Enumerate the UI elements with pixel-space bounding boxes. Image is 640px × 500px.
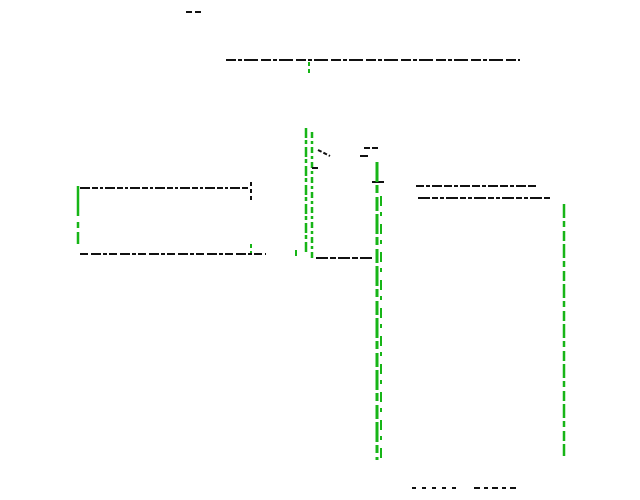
mid-marks-top bbox=[318, 150, 330, 156]
